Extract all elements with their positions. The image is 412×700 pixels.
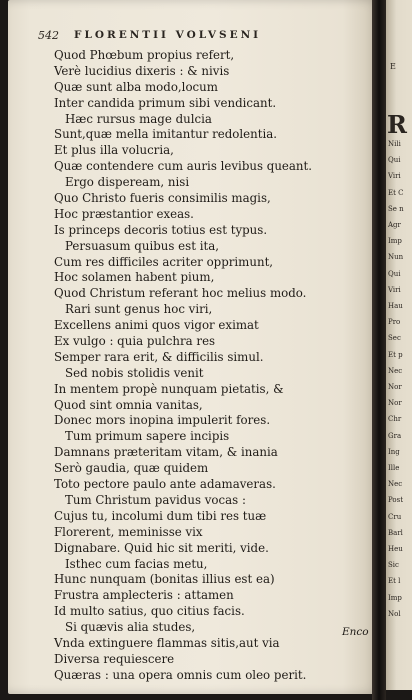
text-line: Excellens animi quos vigor eximat [54, 318, 259, 333]
facing-page-fragment: Et C [388, 188, 404, 197]
text-line: Verè lucidius dixeris : & nivis [54, 63, 230, 78]
text-line: Ex vulgo : quia pulchra res [54, 334, 216, 349]
text-line: Quæras : una opera omnis cum oleo perit. [54, 667, 307, 682]
facing-page-fragment: Et l [388, 577, 401, 586]
text-line: Dignabare. Quid hic sit meriti, vide. [54, 540, 269, 555]
running-title: FLORENTII VOLVSENI [74, 29, 262, 41]
facing-page-fragment: Post [388, 496, 404, 505]
text-line: Quæ sunt alba modo,locum [54, 79, 218, 94]
facing-page-fragment: Viri [388, 285, 401, 294]
poem-text [54, 48, 370, 684]
book-gutter [372, 0, 386, 700]
facing-page-fragment: Se n [388, 204, 404, 213]
text-line: Inter candida primum sibi vendicant. [54, 95, 277, 110]
facing-page-fragment: Heu [388, 545, 403, 553]
text-line: Tum Christum pavidus vocas : [65, 492, 246, 507]
text-line: Frustra amplecteris : attamen [54, 588, 234, 603]
facing-page-fragment: Nol [388, 609, 401, 618]
facing-page-fragment: Pro [388, 318, 401, 327]
facing-page-fragment: Qui [388, 269, 401, 278]
facing-page-fragment: Ing [388, 447, 400, 456]
text-line: Quæ contendere cum auris levibus queant. [54, 159, 313, 174]
text-line: Semper rara erit, & difficilis simul. [54, 349, 264, 364]
right-page-edge [386, 0, 412, 690]
page-number: 542 [38, 29, 59, 42]
facing-page-fragment: Cru [388, 512, 402, 521]
text-line: Diversa requiescere [54, 651, 175, 666]
text-line: Hæc rursus mage dulcia [65, 111, 212, 126]
text-line: Rari sunt genus hoc viri, [65, 302, 213, 317]
facing-page-fragment: Chr [388, 415, 402, 424]
text-line: Et plus illa volucria, [54, 143, 174, 158]
text-line: Hoc præstantior exeas. [54, 206, 194, 221]
text-line: Ergo dispeream, nisi [65, 175, 190, 190]
facing-page-fragment: Nun [388, 253, 404, 262]
facing-page-fragment: Imp [388, 237, 402, 246]
facing-page-heading: E [390, 62, 396, 71]
facing-page-fragment: Et p [388, 350, 403, 359]
text-line: Hoc solamen habent pium, [54, 270, 215, 285]
facing-page-fragment: Nor [388, 383, 402, 391]
facing-page-fragment: Barl [388, 528, 403, 537]
catchword: Enco [342, 626, 369, 638]
facing-page-fragment: Nili [388, 140, 401, 148]
text-line: Quod Christum referant hoc melius modo. [54, 286, 307, 301]
text-line: Id multo satius, quo citius facis. [54, 604, 245, 619]
facing-page-fragment: Hau [388, 302, 403, 310]
facing-page-fragment: Gra [388, 431, 402, 440]
text-line: Vnda extinguere flammas sitis,aut via [54, 635, 280, 650]
facing-page-fragment: Sic [388, 561, 399, 570]
facing-page-fragment: Ille [388, 464, 400, 472]
facing-page-fragment: Nec [388, 480, 403, 489]
text-line: Is princeps decoris totius est typus. [54, 222, 268, 237]
text-line: Si quævis alia studes, [65, 620, 196, 635]
text-line: Quod sint omnia vanitas, [54, 397, 203, 412]
text-line: Quod Phœbum propius refert, [54, 48, 235, 62]
text-line: In mentem propè nunquam pietatis, & [54, 381, 284, 396]
text-line: Sed nobis stolidis venit [65, 365, 204, 380]
text-line: Tum primum sapere incipis [65, 429, 230, 444]
facing-page-fragment: Agr [388, 221, 401, 229]
text-line: Cujus tu, incolumi dum tibi res tuæ [54, 508, 267, 523]
text-line: Serò gaudia, quæ quidem [54, 461, 209, 476]
page-header [38, 29, 368, 43]
facing-page-fragment: Viri [388, 172, 401, 181]
text-line: Cum res difficiles acriter opprimunt, [54, 254, 274, 269]
facing-page-fragment: Sec [388, 334, 401, 343]
text-line: Damnans præteritam vitam, & inania [54, 445, 278, 460]
text-line: Toto pectore paulo ante adamaveras. [54, 477, 276, 492]
text-line: Quo Christo fueris consimilis magis, [54, 191, 271, 206]
text-line: Sunt,quæ mella imitantur redolentia. [54, 127, 278, 142]
facing-page-initial: R [387, 110, 407, 139]
text-line: Hunc nunquam (bonitas illius est ea) [54, 572, 275, 587]
facing-page-fragment: Imp [388, 593, 402, 602]
text-line: Persuasum quibus est ita, [65, 238, 219, 253]
facing-page-fragment: Qui [388, 156, 401, 165]
facing-page-fragment: Nec [388, 366, 403, 375]
text-line: Donec mors inopina impulerit fores. [54, 413, 271, 428]
facing-page-fragment: Nor [388, 399, 402, 408]
text-line: Isthec cum facias metu, [65, 556, 208, 571]
text-line: Florerent, meminisse vix [54, 524, 203, 539]
